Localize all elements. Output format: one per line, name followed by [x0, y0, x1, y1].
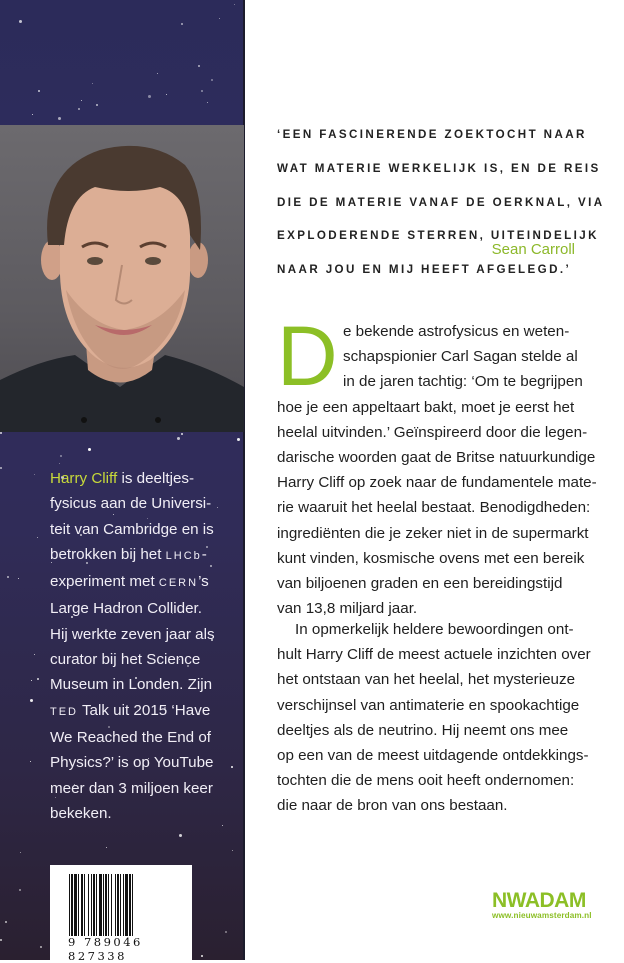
quote-line: DIE DE MATERIE VANAF DE OERKNAL, VIA [277, 195, 605, 209]
star-icon [7, 576, 9, 578]
author-name: Harry Cliff [50, 470, 118, 487]
paragraph-line: Harry Cliff op zoek naar de fundamentele mate- [277, 474, 597, 492]
lhcb-acronym: LHCb [165, 549, 202, 562]
star-icon [30, 761, 31, 762]
star-icon [19, 20, 22, 23]
paragraph-line: In opmerkelijk heldere bewoordingen ont- [295, 621, 574, 638]
star-icon [148, 95, 151, 98]
star-icon [198, 65, 200, 67]
star-icon [237, 438, 240, 441]
bio-line: Physics?’ is op YouTube [50, 754, 214, 772]
paragraph-line: op een van de meest uitdagende ontdekkings- [277, 747, 589, 765]
star-icon [81, 100, 82, 101]
paragraph-line: deeltjes als de neutrino. Hij neemt ons mee [277, 721, 569, 739]
paragraph-line: ingrediënten die je zeker niet in de supermarkt [277, 524, 589, 542]
star-icon [166, 94, 167, 95]
star-icon [37, 678, 39, 680]
star-icon [157, 73, 158, 74]
star-icon [207, 102, 208, 103]
paragraph-line: heelal uitvinden.’ Geïnspireerd door die legen- [277, 423, 588, 441]
paragraph-line: hult Harry Cliff de meest actuele inzichten over [277, 646, 591, 664]
star-icon [78, 108, 80, 110]
paragraph-line: van 13,8 miljard jaar. [277, 600, 418, 618]
star-icon [201, 90, 203, 92]
paragraph-line: die naar de bron van ons bestaan. [277, 797, 508, 815]
paragraph-line: rie waaruit het heelal bestaat. Benodigdheden: [277, 499, 591, 517]
star-icon [106, 847, 107, 848]
description-paragraph-1 [277, 309, 597, 621]
star-icon [37, 537, 38, 538]
star-icon [179, 834, 182, 837]
star-icon [92, 83, 93, 84]
author-portrait-icon [0, 125, 244, 432]
bio-line: curator bij het Science [50, 651, 201, 669]
paragraph-line: hoe je een appeltaart bakt, moet je eerst het [277, 398, 575, 416]
bio-line: Museum in Londen. Zijn [50, 676, 213, 694]
star-icon [34, 654, 35, 655]
star-icon [96, 104, 98, 106]
star-icon [18, 578, 19, 579]
quote-line: ‘EEN FASCINERENDE ZOEKTOCHT NAAR [277, 128, 587, 141]
publisher-wordmark: NWADAM [492, 889, 586, 912]
bio-line: teit van Cambridge en is [50, 520, 214, 538]
star-icon [234, 4, 235, 5]
star-icon [20, 852, 21, 853]
star-icon [19, 889, 21, 891]
quote-line: EXPLODERENDE STERREN, UITEINDELIJK [277, 229, 599, 243]
star-icon [30, 699, 33, 702]
paragraph-line: verschijnsel van antimaterie en spookachtige [277, 696, 580, 714]
star-icon [211, 79, 213, 81]
star-icon [31, 680, 32, 681]
barcode-bars-icon [69, 874, 175, 936]
star-icon [0, 939, 2, 941]
paragraph-line: van biljoenen graden en een bereidingstijd [277, 575, 563, 593]
bio-hyphen: - [201, 545, 207, 563]
quote-line: WAT MATERIE WERKELIJK IS, EN DE REIS [277, 161, 601, 175]
star-icon [0, 467, 2, 469]
paragraph-line: kunt vinden, kosmische ovens met een bereik [277, 549, 585, 567]
cern-acronym: CERN [158, 577, 199, 590]
bio-line: Hij werkte zeven jaar als [50, 625, 215, 643]
star-icon [59, 463, 60, 464]
paragraph-line: in de jaren tachtig: ‘Om te begrijpen [343, 373, 583, 391]
bio-line: experiment met [50, 573, 159, 591]
star-icon [40, 946, 42, 948]
star-icon [177, 437, 180, 440]
isbn-digits: 9 789046 827338 [68, 935, 143, 963]
description-paragraph-2 [277, 617, 607, 819]
author-bio [50, 466, 240, 826]
author-photo [0, 125, 244, 432]
star-icon [34, 474, 35, 475]
bio-line: Talk uit 2015 ‘Have [78, 701, 211, 719]
publisher-url: www.nieuwamsterdam.nl [492, 911, 592, 920]
star-icon [38, 90, 40, 92]
bio-line: bekeken. [50, 804, 112, 822]
drop-cap: D [277, 309, 338, 403]
paragraph-line: tochten die de mens ooit heeft ondernomen: [277, 772, 575, 790]
star-icon [201, 955, 203, 957]
star-icon [181, 23, 183, 25]
quote-line: NAAR JOU EN MIJ HEEFT AFGELEGD.’ [277, 263, 572, 277]
paragraph-line: darische woorden gaat de Britse natuurkundige [277, 449, 596, 467]
star-icon [232, 850, 233, 851]
paragraph-line: e bekende astrofysicus en weten- [343, 323, 570, 340]
star-icon [0, 432, 2, 434]
paragraph-line: het ontstaan van het heelal, het mysterieuze [277, 671, 576, 689]
star-icon [88, 448, 91, 451]
star-icon [58, 117, 61, 120]
star-icon [219, 18, 220, 19]
ted-acronym: TED [50, 705, 78, 718]
quote-attribution: Sean Carroll [491, 241, 575, 258]
star-icon [225, 931, 227, 933]
bio-line: Large Hadron Collider. [50, 600, 202, 618]
bio-line: fysicus aan de Universi- [50, 495, 212, 513]
star-icon [32, 114, 33, 115]
bio-possessive: ’s [198, 573, 209, 591]
bio-line: is deeltjes- [117, 470, 195, 487]
bio-line: We Reached the End of [50, 728, 211, 746]
paragraph-line: schapspionier Carl Sagan stelde al [343, 348, 578, 366]
endorsement-quote [277, 118, 607, 287]
star-icon [60, 455, 62, 457]
bio-line: betrokken bij het [50, 545, 166, 563]
publisher-logo [492, 891, 592, 921]
star-icon [181, 433, 183, 435]
bio-line: meer dan 3 miljoen keer [50, 779, 213, 797]
star-icon [5, 921, 7, 923]
isbn-barcode [50, 865, 192, 963]
